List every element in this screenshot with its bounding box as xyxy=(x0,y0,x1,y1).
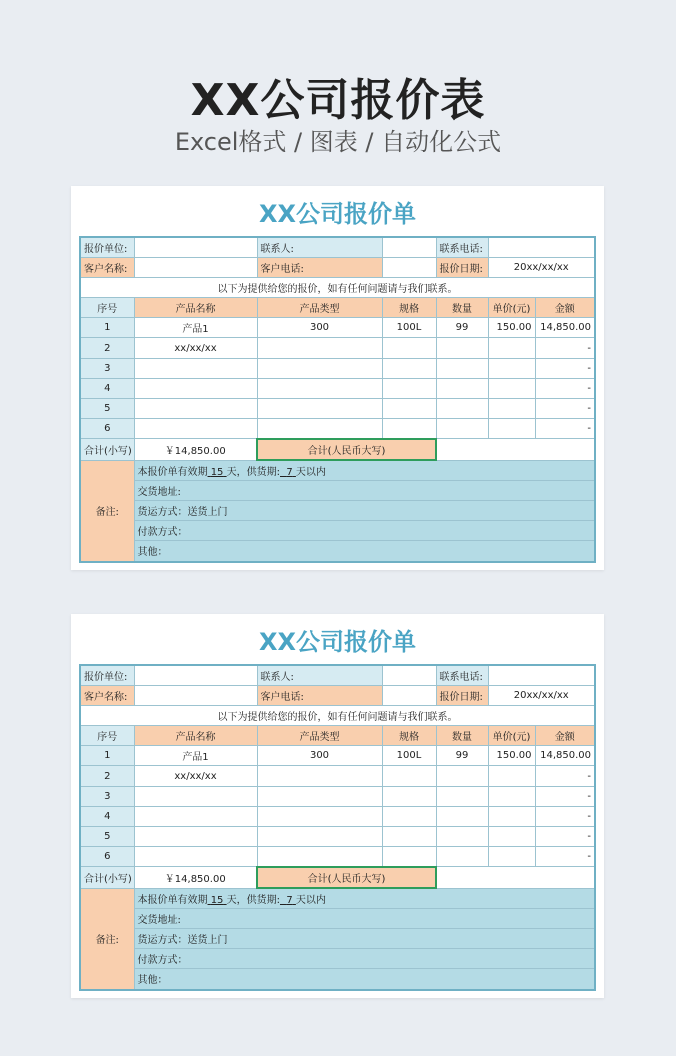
quantity-cell[interactable] xyxy=(436,766,488,786)
product-type-cell[interactable] xyxy=(257,786,382,806)
unit-price-cell[interactable] xyxy=(488,806,535,826)
product-type-cell[interactable]: 300 xyxy=(257,746,382,766)
row-index: 2 xyxy=(80,338,134,358)
date-cell[interactable]: 20xx/xx/xx xyxy=(488,686,595,706)
info-row-1 xyxy=(80,665,595,686)
notes-row-5 xyxy=(80,541,595,562)
amount-cell[interactable]: - xyxy=(535,358,595,378)
row-index: 5 xyxy=(80,826,134,846)
unit-price-cell[interactable] xyxy=(488,378,535,398)
header-product-name: 产品名称 xyxy=(134,298,257,318)
header-index: 序号 xyxy=(80,298,134,318)
unit-price-cell[interactable] xyxy=(488,418,535,439)
row-index: 3 xyxy=(80,786,134,806)
row-index: 1 xyxy=(80,746,134,766)
notes-row-4 xyxy=(80,521,595,541)
notes-label: 备注: xyxy=(80,460,134,561)
amount-cell[interactable]: - xyxy=(535,378,595,398)
table-row xyxy=(80,766,595,786)
total-big-amount[interactable] xyxy=(436,439,595,460)
supply-days: 7 xyxy=(286,467,293,479)
unit-price-cell[interactable] xyxy=(488,846,535,867)
validity-text: 本报价单有效期 xyxy=(137,467,208,479)
quantity-cell[interactable] xyxy=(436,338,488,358)
table-row xyxy=(80,398,595,418)
product-name-cell[interactable]: 产品1 xyxy=(134,746,257,766)
notes-row-1 xyxy=(80,888,595,909)
spec-cell[interactable] xyxy=(382,338,436,358)
total-small-label: 合计(小写) xyxy=(80,439,134,460)
amount-cell[interactable]: - xyxy=(535,398,595,418)
client-label: 客户名称: xyxy=(80,258,134,278)
validity-text: 本报价单有效期 xyxy=(137,895,208,907)
total-big-label[interactable]: 合计(人民币大写) xyxy=(257,439,436,460)
product-name-cell[interactable] xyxy=(134,786,257,806)
unit-price-cell[interactable] xyxy=(488,766,535,786)
product-name-cell[interactable] xyxy=(134,806,257,826)
notice-text: 以下为提供给您的报价，如有任何问题请与我们联系。 xyxy=(80,706,595,726)
client-phone-cell[interactable] xyxy=(382,258,436,278)
product-type-cell[interactable] xyxy=(257,806,382,826)
spec-cell[interactable] xyxy=(382,378,436,398)
amount-cell[interactable]: - xyxy=(535,786,595,806)
unit-price-cell[interactable] xyxy=(488,358,535,378)
validity-days: 15 xyxy=(210,895,224,907)
table-row xyxy=(80,806,595,826)
quote-unit-label: 报价单位: xyxy=(80,237,134,258)
spec-cell[interactable] xyxy=(382,418,436,439)
row-index: 4 xyxy=(80,378,134,398)
notes-row-2 xyxy=(80,481,595,501)
amount-cell[interactable]: 14,850.00 xyxy=(535,318,595,338)
info-row-1 xyxy=(80,237,595,258)
product-name-cell[interactable] xyxy=(134,358,257,378)
spec-cell[interactable]: 100L xyxy=(382,746,436,766)
table-row xyxy=(80,318,595,338)
table-row xyxy=(80,418,595,439)
spec-cell[interactable] xyxy=(382,398,436,418)
notes-address[interactable]: 交货地址: xyxy=(134,481,595,501)
notes-row-4 xyxy=(80,949,595,969)
quantity-cell[interactable] xyxy=(436,786,488,806)
notes-address[interactable]: 交货地址: xyxy=(134,909,595,929)
spec-cell[interactable] xyxy=(382,846,436,867)
row-index: 2 xyxy=(80,766,134,786)
quote-sheet-preview-2 xyxy=(71,614,604,998)
notes-row-5 xyxy=(80,969,595,990)
quantity-cell[interactable] xyxy=(436,398,488,418)
amount-cell[interactable]: - xyxy=(535,846,595,867)
client-phone-label: 客户电话: xyxy=(257,686,382,706)
unit-price-cell[interactable]: 150.00 xyxy=(488,318,535,338)
table-row xyxy=(80,746,595,766)
phone-cell[interactable] xyxy=(488,665,595,686)
notes-validity[interactable] xyxy=(134,460,595,481)
product-name-cell[interactable] xyxy=(134,398,257,418)
header-product-name: 产品名称 xyxy=(134,726,257,746)
spec-cell[interactable] xyxy=(382,766,436,786)
product-type-cell[interactable]: 300 xyxy=(257,318,382,338)
header-product-type: 产品类型 xyxy=(257,298,382,318)
quantity-cell[interactable] xyxy=(436,358,488,378)
notes-shipping[interactable]: 货运方式：送货上门 xyxy=(134,501,595,521)
client-phone-cell[interactable] xyxy=(382,686,436,706)
contact-label: 联系人: xyxy=(257,237,382,258)
row-index: 5 xyxy=(80,398,134,418)
client-cell[interactable] xyxy=(134,686,257,706)
notes-payment[interactable]: 付款方式： xyxy=(134,521,595,541)
notice-text: 以下为提供给您的报价，如有任何问题请与我们联系。 xyxy=(80,278,595,298)
header-row xyxy=(80,298,595,318)
header-unit-price: 单价(元) xyxy=(488,298,535,318)
info-row-2 xyxy=(80,686,595,706)
supply-text: 天，供货期: xyxy=(226,895,280,907)
header-spec: 规格 xyxy=(382,298,436,318)
header-quantity: 数量 xyxy=(436,726,488,746)
sheet-title: XX公司报价单 xyxy=(258,200,416,228)
product-type-cell[interactable] xyxy=(257,338,382,358)
notes-other[interactable]: 其他： xyxy=(134,969,595,990)
header-unit-price: 单价(元) xyxy=(488,726,535,746)
product-name-cell[interactable]: 产品1 xyxy=(134,318,257,338)
validity-days: 15 xyxy=(210,467,224,479)
date-label: 报价日期: xyxy=(436,258,488,278)
table-row xyxy=(80,786,595,806)
spec-cell[interactable]: 100L xyxy=(382,318,436,338)
notes-label: 备注: xyxy=(80,888,134,989)
page-title: XX公司报价表 xyxy=(190,75,486,126)
sheet-title: XX公司报价单 xyxy=(258,628,416,656)
total-small-amount[interactable]: ￥14,850.00 xyxy=(134,439,257,460)
amount-cell[interactable]: - xyxy=(535,418,595,439)
supply-suffix: 天以内 xyxy=(295,895,326,907)
info-row-2 xyxy=(80,258,595,278)
unit-price-cell[interactable] xyxy=(488,786,535,806)
notes-row-3 xyxy=(80,501,595,521)
quantity-cell[interactable] xyxy=(436,806,488,826)
supply-text: 天，供货期: xyxy=(226,467,280,479)
unit-price-cell[interactable] xyxy=(488,398,535,418)
total-small-label: 合计(小写) xyxy=(80,867,134,888)
page-subtitle: Excel格式 / 图表 / 自动化公式 xyxy=(174,128,502,156)
product-name-cell[interactable] xyxy=(134,378,257,398)
quantity-cell[interactable] xyxy=(436,846,488,867)
quantity-cell[interactable]: 99 xyxy=(436,746,488,766)
unit-price-cell[interactable] xyxy=(488,826,535,846)
quote-table xyxy=(79,236,596,563)
notes-other[interactable]: 其他： xyxy=(134,541,595,562)
client-phone-label: 客户电话: xyxy=(257,258,382,278)
table-row xyxy=(80,378,595,398)
product-type-cell[interactable] xyxy=(257,846,382,867)
quote-sheet-preview-1 xyxy=(71,186,604,570)
total-big-amount[interactable] xyxy=(436,867,595,888)
row-index: 4 xyxy=(80,806,134,826)
product-type-cell[interactable] xyxy=(257,398,382,418)
amount-cell[interactable]: - xyxy=(535,806,595,826)
product-name-cell[interactable] xyxy=(134,846,257,867)
date-cell[interactable]: 20xx/xx/xx xyxy=(488,258,595,278)
header-spec: 规格 xyxy=(382,726,436,746)
spec-cell[interactable] xyxy=(382,826,436,846)
product-name-cell[interactable]: xx/xx/xx xyxy=(134,338,257,358)
notes-shipping[interactable]: 货运方式：送货上门 xyxy=(134,929,595,949)
product-name-cell[interactable] xyxy=(134,826,257,846)
amount-cell[interactable]: - xyxy=(535,826,595,846)
amount-cell[interactable]: 14,850.00 xyxy=(535,746,595,766)
quote-unit-label: 报价单位: xyxy=(80,665,134,686)
total-big-label[interactable]: 合计(人民币大写) xyxy=(257,867,436,888)
unit-price-cell[interactable]: 150.00 xyxy=(488,746,535,766)
spec-cell[interactable] xyxy=(382,806,436,826)
header-index: 序号 xyxy=(80,726,134,746)
total-row xyxy=(80,867,595,888)
row-index: 6 xyxy=(80,846,134,867)
row-index: 3 xyxy=(80,358,134,378)
product-name-cell[interactable]: xx/xx/xx xyxy=(134,766,257,786)
unit-price-cell[interactable] xyxy=(488,338,535,358)
header-product-type: 产品类型 xyxy=(257,726,382,746)
table-row xyxy=(80,846,595,867)
notice-row xyxy=(80,278,595,298)
quote-unit-cell[interactable] xyxy=(134,665,257,686)
header-row xyxy=(80,726,595,746)
notes-row-2 xyxy=(80,909,595,929)
table-row xyxy=(80,338,595,358)
date-label: 报价日期: xyxy=(436,686,488,706)
phone-cell[interactable] xyxy=(488,237,595,258)
amount-cell[interactable]: - xyxy=(535,338,595,358)
notes-payment[interactable]: 付款方式： xyxy=(134,949,595,969)
quantity-cell[interactable] xyxy=(436,418,488,439)
supply-days: 7 xyxy=(286,895,293,907)
contact-cell[interactable] xyxy=(382,237,436,258)
header-quantity: 数量 xyxy=(436,298,488,318)
total-small-amount[interactable]: ￥14,850.00 xyxy=(134,867,257,888)
amount-cell[interactable]: - xyxy=(535,766,595,786)
total-row xyxy=(80,439,595,460)
notes-validity[interactable] xyxy=(134,888,595,909)
quantity-cell[interactable] xyxy=(436,826,488,846)
phone-label: 联系电话: xyxy=(436,237,488,258)
product-type-cell[interactable] xyxy=(257,766,382,786)
header-amount: 金额 xyxy=(535,298,595,318)
client-cell[interactable] xyxy=(134,258,257,278)
notes-row-3 xyxy=(80,929,595,949)
row-index: 6 xyxy=(80,418,134,439)
table-row xyxy=(80,826,595,846)
product-name-cell[interactable] xyxy=(134,418,257,439)
contact-label: 联系人: xyxy=(257,665,382,686)
quantity-cell[interactable] xyxy=(436,378,488,398)
spec-cell[interactable] xyxy=(382,786,436,806)
quantity-cell[interactable]: 99 xyxy=(436,318,488,338)
notice-row xyxy=(80,706,595,726)
quote-table xyxy=(79,664,596,991)
contact-cell[interactable] xyxy=(382,665,436,686)
spec-cell[interactable] xyxy=(382,358,436,378)
quote-unit-cell[interactable] xyxy=(134,237,257,258)
supply-suffix: 天以内 xyxy=(295,467,326,479)
header-amount: 金额 xyxy=(535,726,595,746)
client-label: 客户名称: xyxy=(80,686,134,706)
phone-label: 联系电话: xyxy=(436,665,488,686)
product-type-cell[interactable] xyxy=(257,358,382,378)
product-type-cell[interactable] xyxy=(257,418,382,439)
product-type-cell[interactable] xyxy=(257,378,382,398)
product-type-cell[interactable] xyxy=(257,826,382,846)
table-row xyxy=(80,358,595,378)
notes-row-1 xyxy=(80,460,595,481)
row-index: 1 xyxy=(80,318,134,338)
